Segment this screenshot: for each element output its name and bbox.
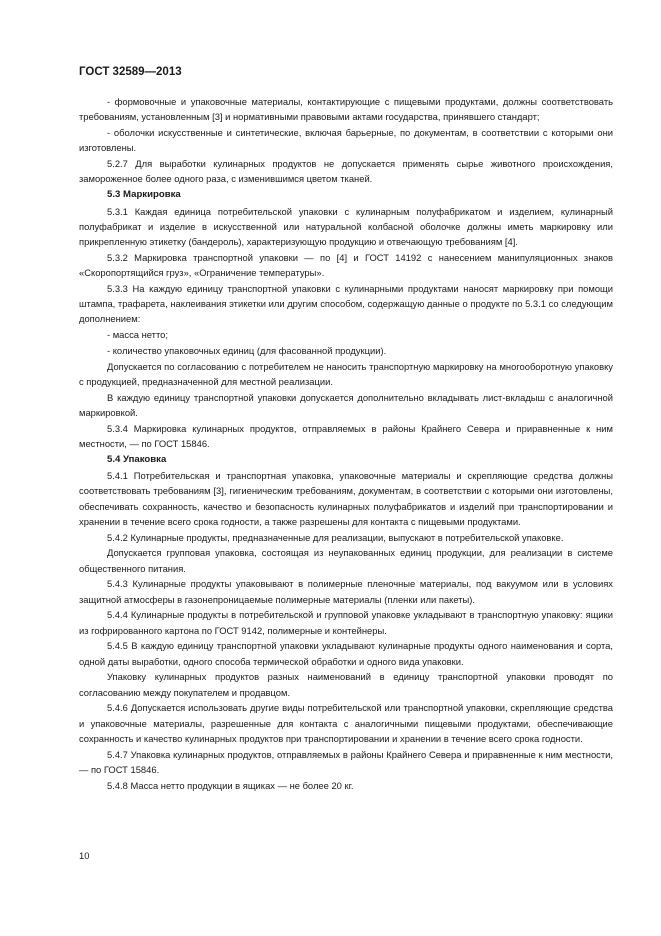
- paragraph: - оболочки искусственные и синтетические, включая барьерные, по документам, в соответствии с которыми они изготовлены.: [79, 127, 613, 154]
- paragraph: 5.3.3 На каждую единицу транспортной упаковки с кулинарными продуктами наносят маркировку при помощи штампа, трафарета, наклеивания этикетки или другим способом, содержащую данные о продукте по 5.3.1 со следующим дополнением:: [79, 282, 613, 325]
- paragraph: Допускается по согласованию с потребителем не наносить транспортную маркировку на многооборотную упаковку с продукцией, предназначенной для местной реализации.: [79, 360, 613, 387]
- paragraph: 5.4.7 Упаковка кулинарных продуктов, отправляемых в районы Крайнего Севера и приравненные к ним местности, — по ГОСТ 15846.: [79, 748, 613, 775]
- paragraph: - количество упаковочных единиц (для фасованной продукции).: [107, 344, 387, 356]
- paragraph: 5.4.1 Потребительская и транспортная упаковка, упаковочные материалы и скрепляющие средства должны соответствовать требованиям [3], гигиеническим требованиям, документам, в соответствии с которыми они изготовлены, обеспечивать сохранность, качество и безопасность кулинарных полуфабрикатов и изделий при транспортировании и хранении в течение всего срока годности, а также разрешены для контакта с пищевыми продуктами.: [79, 470, 613, 527]
- paragraph: 5.4.5 В каждую единицу транспортной упаковки укладывают кулинарные продукты одного наименования и сорта, одной даты выработки, одного способа термической обработки и одного вида упаковки.: [79, 640, 613, 667]
- paragraph: 5.2.7 Для выработки кулинарных продуктов не допускается применять сырье животного происхождения, замороженное более одного раза, с изменившимся цветом тканей.: [79, 158, 613, 185]
- paragraph: В каждую единицу транспортной упаковки допускается дополнительно вкладывать лист-вкладыш с аналогичной маркировкой.: [79, 391, 613, 418]
- paragraph: 5.4.8 Масса нетто продукции в ящиках — не более 20 кг.: [107, 779, 354, 791]
- paragraph: Упаковку кулинарных продуктов разных наименований в единицу транспортной упаковки проводят по согласованию между покупателем и продавцом.: [79, 671, 613, 698]
- section-heading-marking: 5.3 Маркировка: [107, 189, 181, 201]
- paragraph: 5.4.2 Кулинарные продукты, предназначенные для реализации, выпускают в потребительской упаковке.: [107, 531, 564, 543]
- section-heading-packaging: 5.4 Упаковка: [107, 454, 167, 466]
- page-number: 10: [79, 850, 90, 861]
- paragraph: 5.3.4 Маркировка кулинарных продуктов, отправляемых в районы Крайнего Севера и приравненные к ним местности, — по ГОСТ 15846.: [79, 422, 613, 449]
- paragraph: Допускается групповая упаковка, состоящая из неупакованных единиц продукции, для реализации в системе общественного питания.: [79, 547, 613, 574]
- document-body: [79, 94, 613, 793]
- paragraph: 5.3.1 Каждая единица потребительской упаковки с кулинарным полуфабрикатом и изделием, кулинарный полуфабрикат и изделие в искусственной или натуральной колбасной оболочке должны иметь маркировку или прикрепленную этикетку (бандероль), характеризующую продукцию и отвечающую требованиям [4].: [79, 205, 613, 248]
- document-header: ГОСТ 32589—2013: [79, 66, 182, 78]
- paragraph: 5.4.6 Допускается использовать другие виды потребительской или транспортной упаковки, скрепляющие средства и упаковочные материалы, разрешенные для контакта с аналогичными пищевыми продуктами, обеспечивающие сохранность и качество кулинарных продуктов при транспортировании и хранении в течение всего срока годности.: [79, 702, 613, 744]
- paragraph: 5.3.2 Маркировка транспортной упаковки — по [4] и ГОСТ 14192 с нанесением манипуляционных знаков «Скоропортящийся груз», «Ограничение температуры».: [79, 251, 613, 279]
- paragraph: - масса нетто;: [107, 329, 168, 341]
- paragraph: 5.4.4 Кулинарные продукты в потребительской и групповой упаковке укладывают в транспортную упаковку: ящики из гофрированного картона по ГОСТ 9142, полимерные и контейнеры.: [79, 609, 613, 636]
- paragraph: 5.4.3 Кулинарные продукты упаковывают в полимерные пленочные материалы, под вакуумом или в условиях защитной атмосферы в газонепроницаемые полимерные материалы (пленки или пакеты).: [79, 578, 613, 605]
- paragraph: - формовочные и упаковочные материалы, контактирующие с пищевыми продуктами, должны соответствовать требованиям, установленным [3] и нормативными правовыми актами государства, принявшего стандарт;: [79, 96, 613, 123]
